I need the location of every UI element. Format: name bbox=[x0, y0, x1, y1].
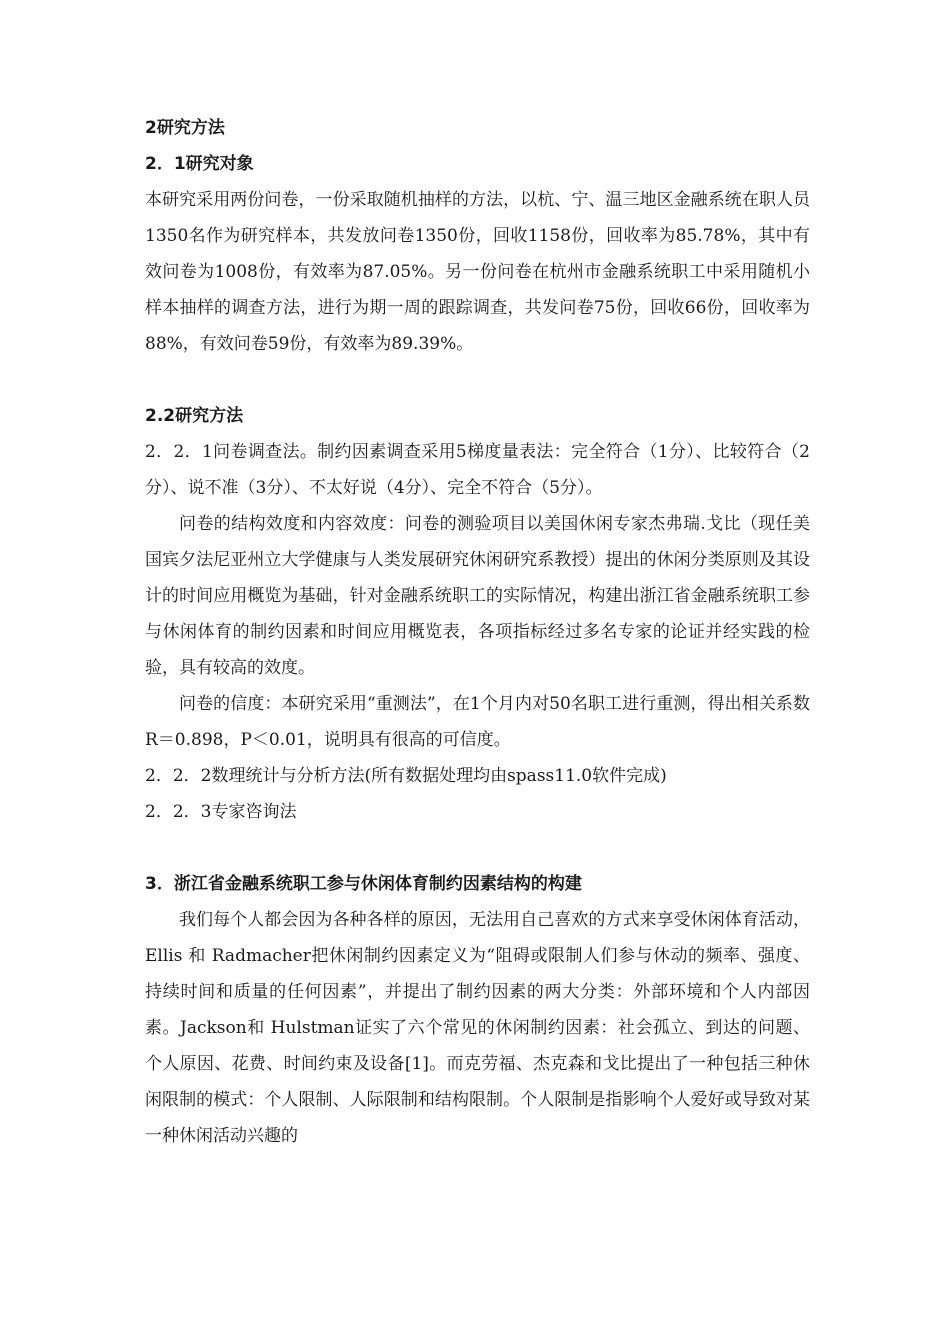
section-2-2-title: 2.2研究方法 bbox=[145, 406, 244, 426]
section-2-title: 2研究方法 bbox=[145, 118, 225, 138]
spacer bbox=[145, 362, 810, 398]
section-2-1-title: 2．1研究对象 bbox=[145, 154, 254, 174]
section-2-1-body: 本研究采用两份问卷，一份采取随机抽样的方法，以杭、宁、温三地区金融系统在职人员1350名作为研究样本，共发放问卷1350份，回收1158份，回收率为85.78%，其中有效问卷为1008份，有效率为87.05%。另一份问卷在杭州市金融系统职工中采用随机小样本抽样的调查方法，进行为期一周的跟踪调查，共发问卷75份，回收66份，回收率为88%，有效问卷59份，有效率为89.39%。 bbox=[145, 190, 810, 354]
document-page bbox=[145, 110, 810, 1154]
section-3-body: 我们每个人都会因为各种各样的原因，无法用自己喜欢的方式来享受休闲体育活动，Ellis 和 Radmacher把休闲制约因素定义为“阻碍或限制人们参与休动的频率、强度、持续时间和质量的任何因素”，并提出了制约因素的两大分类：外部环境和个人内部因素。Jackson和 Hulstman证实了六个常见的休闲制约因素：社会孤立、到达的问题、个人原因、花费、时间约束及设备[1]。而克劳福、杰克森和戈比提出了一种包括三种休闲限制的模式：个人限制、人际限制和结构限制。个人限制是指影响个人爱好或导致对某一种休闲活动兴趣的 bbox=[145, 910, 810, 1146]
reliability-paragraph: 问卷的信度：本研究采用“重测法”，在1个月内对50名职工进行重测，得出相关系数R＝0.898，P＜0.01，说明具有很高的可信度。 bbox=[145, 694, 810, 750]
spacer bbox=[145, 830, 810, 866]
section-2-2-3-line: 2．2．3专家咨询法 bbox=[145, 802, 297, 822]
section-2-2-1-paragraph: 2．2．1问卷调查法。制约因素调查采用5梯度量表法：完全符合（1分）、比较符合（2分）、说不准（3分）、不太好说（4分）、完全不符合（5分）。 bbox=[145, 442, 810, 498]
validity-paragraph: 问卷的结构效度和内容效度：问卷的测验项目以美国休闲专家杰弗瑞.戈比（现任美国宾夕法尼亚州立大学健康与人类发展研究休闲研究系教授）提出的休闲分类原则及其设计的时间应用概览为基础，针对金融系统职工的实际情况，构建出浙江省金融系统职工参与休闲体育的制约因素和时间应用概览表，各项指标经过多名专家的论证并经实践的检验，具有较高的效度。 bbox=[145, 514, 810, 678]
section-2-2-2-line: 2．2．2数理统计与分析方法(所有数据处理均由spass11.0软件完成) bbox=[145, 766, 667, 786]
section-3-title: 3．浙江省金融系统职工参与休闲体育制约因素结构的构建 bbox=[145, 874, 582, 894]
